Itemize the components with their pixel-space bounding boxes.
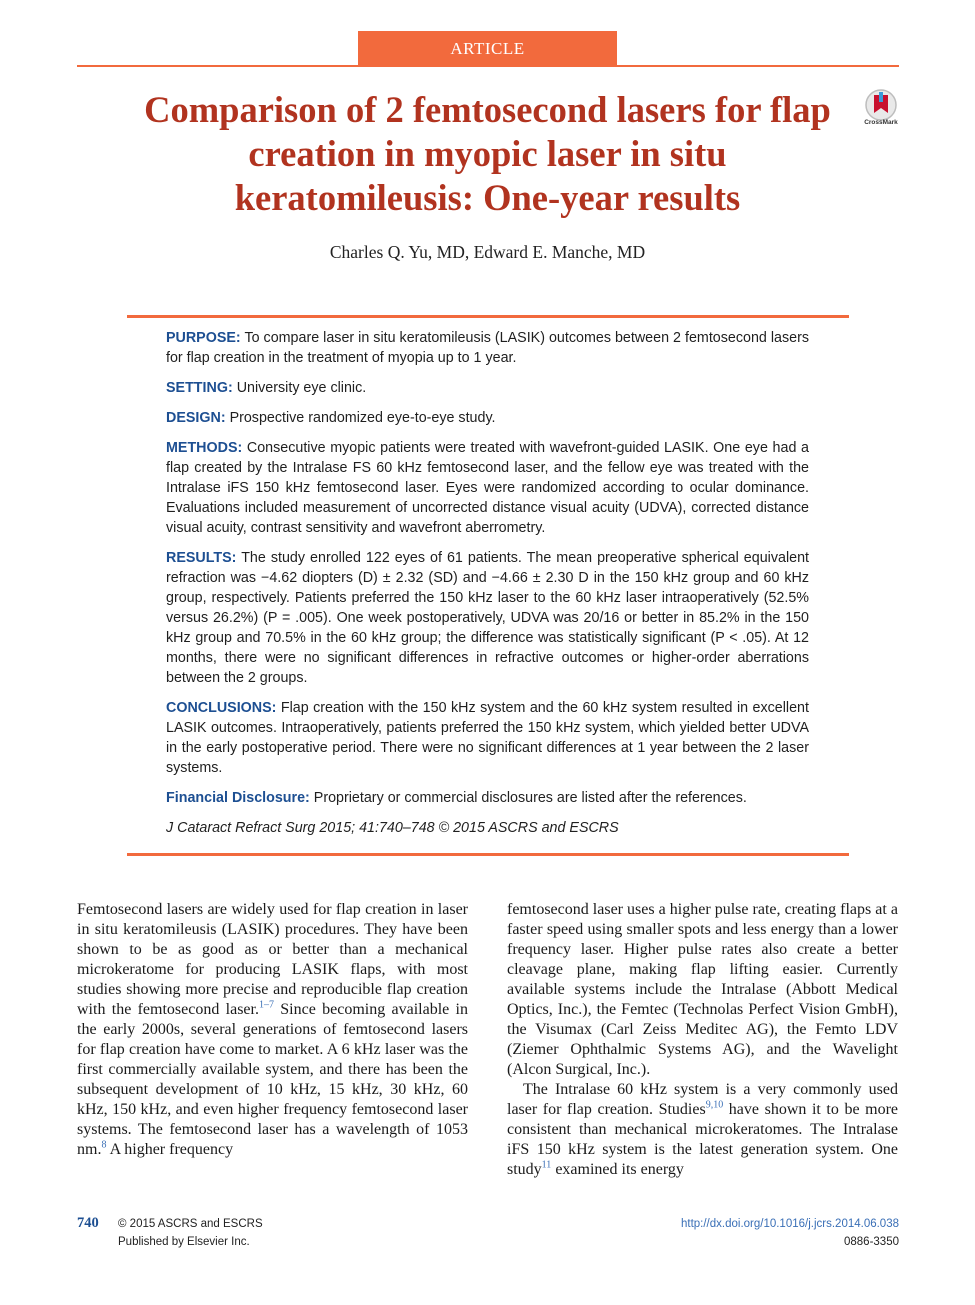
abstract-setting (166, 378, 809, 398)
body-text: have shown it to be more consistent than mechanical microkeratomes. The Intralase iFS 150 kHz system is the latest generation system. One study (507, 1101, 899, 1178)
footer-issn: 0886-3350 (844, 1236, 899, 1248)
body-text: Femtosecond lasers are widely used for flap creation in laser in situ keratomileusis (LASIK) procedures. They have been shown to be as good as or better than a mechanical microkeratome for producing LASIK flaps, with most studies showing more precise and reproducible flap creation with the femtosecond laser. (77, 901, 468, 1018)
purpose-text: To compare laser in situ keratomileusis (LASIK) outcomes between 2 femtosecond lasers for flap creation in the treatment of myopia up to 1 year. (166, 330, 809, 366)
reference-link[interactable]: 11 (541, 1159, 552, 1171)
reference-link[interactable]: 8 (101, 1139, 107, 1151)
abstract-results (166, 548, 809, 688)
results-label: RESULTS: (166, 550, 237, 566)
conclusions-label: CONCLUSIONS: (166, 700, 277, 716)
author-list: Charles Q. Yu, MD, Edward E. Manche, MD (329, 242, 646, 262)
design-label: DESIGN: (166, 410, 226, 426)
abstract-purpose (166, 328, 809, 368)
abstract-disclosure (166, 788, 809, 808)
body-paragraph: femtosecond laser uses a higher pulse rate, creating flaps at a faster speed using smaller spots and less energy than a lower frequency laser. Higher pulse rates also create a better cleavage plane, making flap lifting easier. Currently available systems include the Intralase (Abbott Medical Optics, Inc.), the Femtec (Technolas Perfect Vision GmbH), the Visumax (Carl Zeiss Meditec AG), the Femto LDV (Ziemer Ophthalmic Systems AG), and the Wavelight (Alcon Surgical, Inc.). (507, 901, 898, 1078)
body-text: The Intralase 60 kHz system is a very commonly used laser for flap creation. Studies (507, 1081, 898, 1118)
body-paragraph (77, 900, 468, 1160)
body-text: examined its energy (551, 1161, 684, 1178)
reference-link[interactable]: 1–7 (258, 999, 274, 1011)
methods-text: Consecutive myopic patients were treated with wavefront-guided LASIK. One eye had a flap created by the Intralase FS 60 kHz femtosecond laser, and the fellow eye was treated with the Intralase iFS 150 kHz femtosecond laser. Eyes were randomized according to ocular dominance. Evaluations included measurement of uncorrected distance visual acuity (UDVA), corrected distance visual acuity, contrast sensitivity and wavefront aberrometry. (166, 440, 809, 536)
article-title: Comparison of 2 femtosecond lasers for flap creation in myopic laser in situ keratomileusis: One-year results (144, 89, 831, 218)
design-text: Prospective randomized eye-to-eye study. (229, 410, 496, 426)
purpose-label: PURPOSE: (166, 330, 241, 346)
reference-link[interactable]: 9,10 (705, 1099, 724, 1111)
doi-link[interactable]: http://dx.doi.org/10.1016/j.jcrs.2014.06.038 (680, 1218, 899, 1230)
results-text: The study enrolled 122 eyes of 61 patients. The mean preoperative spherical equivalent refraction was −4.62 diopters (D) ± 2.32 (SD) and −4.66 ± 2.30 D in the 150 kHz group and 60 kHz group, respectively. Patients preferred the 150 kHz laser to the 60 kHz laser intraoperatively (52.5% versus 26.2%) (P = .005). One week postoperatively, UDVA was 20/16 or better in 85.2% in the 150 kHz group and 70.5% in the 60 kHz group; the difference was statistically significant (P < .05). At 12 months, there were no significant differences in refractive outcomes or higher-order aberrations between the 2 groups. (166, 550, 809, 686)
body-text: A higher frequency (106, 1141, 234, 1158)
footer-copyright: © 2015 ASCRS and ESCRS (118, 1218, 263, 1230)
abstract-bottom-rule (127, 853, 849, 856)
header-rule (77, 65, 899, 67)
body-text: Since becoming available in the early 2000s, several generations of femtosecond lasers for flap creation have come to market. A 6 kHz laser was the first commercially available system, and there has been the subsequent development of 10 kHz, 15 kHz, 30 kHz, 60 kHz, 150 kHz, and even higher frequency femtosecond laser systems. The femtosecond laser has a wavelength of 1053 nm. (77, 1001, 469, 1158)
abstract-top-rule (127, 315, 849, 318)
conclusions-text: Flap creation with the 150 kHz system and the 60 kHz system resulted in excellent LASIK outcomes. Intraoperatively, patients preferred the 150 kHz system, which yielded better UDVA in the early postoperative period. There were no significant differences at 1 year between the 2 laser systems. (166, 700, 809, 776)
abstract (166, 328, 809, 848)
abstract-design (166, 408, 809, 428)
setting-label: SETTING: (166, 380, 233, 396)
disclosure-text: Proprietary or commercial disclosures are listed after the references. (313, 790, 747, 806)
crossmark-label: CrossMark (864, 119, 898, 126)
methods-label: METHODS: (166, 440, 243, 456)
body-column-left (77, 900, 468, 1160)
body-column-right (507, 900, 898, 1180)
body-paragraph (507, 1080, 898, 1180)
setting-text: University eye clinic. (236, 380, 367, 396)
page-number: 740 (77, 1215, 99, 1231)
disclosure-label: Financial Disclosure: (166, 790, 310, 806)
abstract-conclusions (166, 698, 809, 778)
journal-citation: J Cataract Refract Surg 2015; 41:740–748 © 2015 ASCRS and ESCRS (166, 820, 619, 836)
article-type-badge: ARTICLE (358, 31, 617, 66)
abstract-methods (166, 438, 809, 538)
footer-publisher: Published by Elsevier Inc. (118, 1236, 250, 1248)
